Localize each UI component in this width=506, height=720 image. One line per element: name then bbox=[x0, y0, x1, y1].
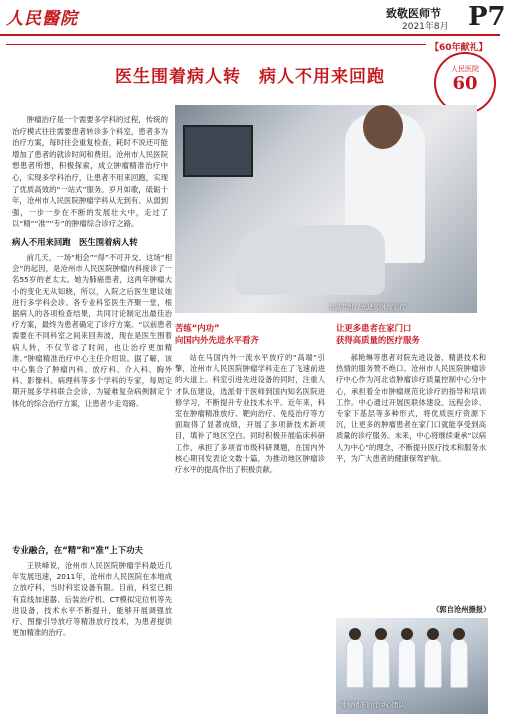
team-member-head bbox=[401, 628, 413, 640]
section1-heading: 病人不用来回跑 医生围着病人转 bbox=[12, 237, 138, 247]
header-divider bbox=[6, 44, 426, 45]
section4-heading: 让更多患者在家门口 获得高质量的医疗服务 bbox=[336, 323, 420, 345]
team-member-figure bbox=[450, 638, 468, 688]
article-title: 医生围着病人转 病人不用来回跑 bbox=[115, 67, 385, 87]
page-header bbox=[0, 0, 506, 36]
badge-number: 60 bbox=[452, 73, 478, 94]
section2-heading: 专业融合，在“精”和“准”上下功夫 bbox=[12, 545, 143, 555]
section4-body bbox=[336, 352, 486, 610]
page-number: P7 bbox=[468, 2, 506, 32]
monitor-shape bbox=[183, 125, 253, 177]
section2-body bbox=[12, 560, 172, 716]
patient-figure bbox=[235, 225, 385, 295]
issue-date: 2021年8月 bbox=[402, 22, 449, 32]
section1-body bbox=[12, 252, 172, 538]
doctor-head bbox=[363, 105, 403, 149]
team-member-figure bbox=[424, 638, 442, 688]
photo2-caption: 肿瘤精准治疗中心团队 bbox=[340, 701, 405, 709]
newspaper-logo: 人民醫院 bbox=[6, 9, 78, 29]
photo1-caption: 为患者进行先进的肿瘤治疗 bbox=[328, 303, 406, 311]
section3-body bbox=[175, 352, 325, 716]
team-member-head bbox=[375, 628, 387, 640]
section3-heading: 苦练“内功” 向国内外先进水平看齐 bbox=[175, 323, 259, 345]
badge-top-text: 人民医院 bbox=[451, 65, 479, 73]
team-member-head bbox=[453, 628, 465, 640]
lead-paragraph: 肿瘤治疗是一个需要多学科的过程，传统的治疗模式往往需要患者转诊多个科室，患者多为治疗方案，每时往会重复检查，耗时不说还可能增加了患者的就诊时间和费用。沧州市人民医院想患者所想，积极探索，成立肿瘤精准治疗中心，实现多学科治疗，让患者不用来回跑，实现了优质高效的“一站式”服务。岁月如歌，砥砺十年，沧州市人民医院肿瘤学科从无到有、从弱到强，一步一步在不断的发展壮大中，走过了以“精”“准”“专”的肿瘤综合诊疗之路。 bbox=[12, 115, 168, 229]
issue-tag: 【60年献礼】 bbox=[430, 43, 488, 53]
author-byline: （郭自沧州摄报） bbox=[432, 605, 491, 614]
team-member-head bbox=[349, 628, 361, 640]
team-member-head bbox=[427, 628, 439, 640]
section4-paragraph: 郝艳琳等患者对院先进设备、精湛技术和热情的服务赞不绝口。沧州市人民医院肿瘤诊疗中心作为河北省肿瘤诊疗质量控制中心分中心，承担着全市肿瘤规范化诊疗的指导和培训工作。中心通过开展医联体建设、远程会诊、专家下基层等多种形式，将优质医疗资源下沉，让更多的肿瘤患者在家门口就能享受到高质量的诊疗服务。未来，中心将继续秉承“以病人为中心”的理念，不断提升医疗技术和服务水平，为广大患者的健康保驾护航。 bbox=[336, 353, 486, 463]
section1-paragraph: 前几天，一场“相会”“得”不可开交、这场“相会”的起因，是沧州市人民医院肿瘤内科接诊了一名55岁的老太太。她为肺癌患者，这两年肿瘤大小的变化无从知晓，所以，入院之后医生建议她进行多学科会诊。各专业科室医生齐聚一堂，根据病人的各项检查结果，共同讨论制定出最佳治疗方案，最终为患者确定了诊疗方案。“以前患者需要在不同科室之间来回奔波，现在是医生围着病人转，不仅节省了时间，也让治疗更加精准。”肿瘤精准治疗中心主任介绍说。据了解，该中心集合了肿瘤内科、放疗科、介入科、胸外科、影像科、病理科等多个学科的专家，每周定期开展多学科联合会诊，为疑难复杂病例制定个体化的综合治疗方案，让患者少走弯路。 bbox=[12, 253, 172, 408]
article-lead bbox=[12, 114, 168, 230]
section3-paragraph: 站在马国内外一流水平放疗的“高端”引擎，沧州市人民医院肿瘤学科走在了飞速前进的大道上。科室引进先进设备的同时，注重人才队伍建设，选派骨干医师到国内知名医院进修学习，不断提升专业技术水平。近年来，科室在肿瘤精准放疗、靶向治疗、免疫治疗等方面取得了显著成绩，开展了多项新技术新项目，填补了地区空白。同时积极开展临床科研工作，承担了多项省市级科研课题，在国内外核心期刊发表论文数十篇，为推动地区肿瘤诊疗水平的提高作出了积极贡献。 bbox=[175, 353, 325, 475]
section-name: 致敬医师节 bbox=[386, 7, 441, 20]
section2-paragraph: 王铁峰说，沧州市人民医院肿瘤学科最近几年发展迅速，2011年，沧州市人民医院在本地成立放疗科，当时科室设备有限。目前，科室已拥有直线加速器、后装治疗机、CT模拟定位机等先进设备，技术水平不断提升，能够开展调强放疗、图像引导放疗等精准放疗技术，为患者提供更加精准的治疗。 bbox=[12, 561, 172, 638]
team-member-figure bbox=[372, 638, 390, 688]
team-member-figure bbox=[398, 638, 416, 688]
treatment-photo bbox=[175, 105, 477, 313]
team-member-figure bbox=[346, 638, 364, 688]
